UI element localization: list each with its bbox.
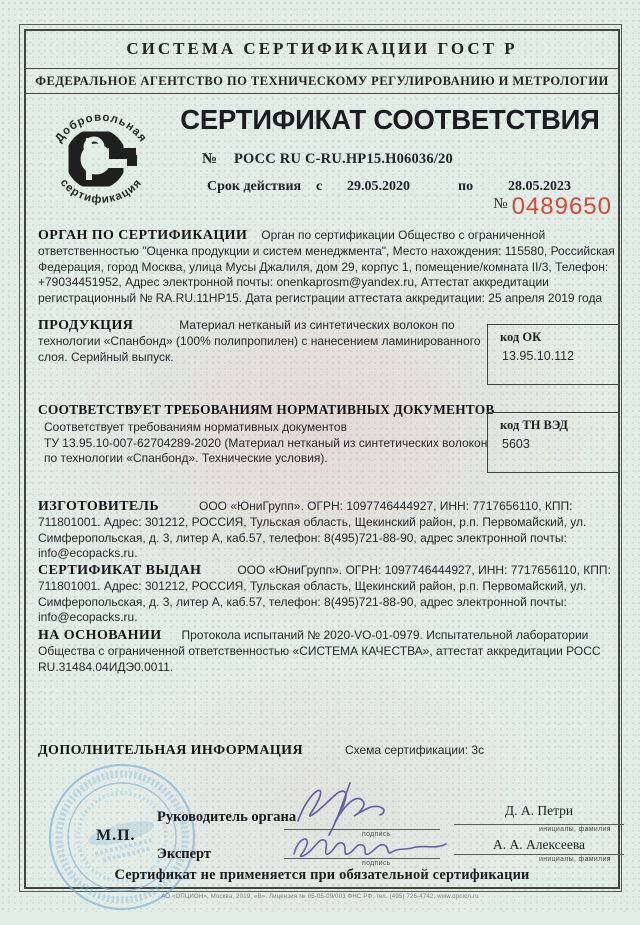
section-text: Протокола испытаний № 2020-VO-01-0979. Испытательной лаборатории Общества с ограниченной ответственностью «СИСТЕМА КАЧЕСТВА», аттестат аккредитации РОСС RU.31484.04ИДЭ0.0011. — [38, 628, 601, 674]
signer-role-head: Руководитель органа — [157, 809, 297, 825]
section-text: ООО «ЮниГрупп». ОГРН: 1097746444927, ИНН: 7717656110, КПП: 711801001. Адрес: 301212, РОССИЯ, Тульская область, Щекинский район, р.п. Первомайский, ул. Симферопольская, д. 3, литер А, каб.57, телефон: 8(495)721-88-90, адрес электронной почты: info@ecopacks.ru. — [38, 499, 587, 561]
serial-number-sign: № — [493, 196, 508, 212]
code-ok-box — [487, 324, 618, 385]
section-text: Материал нетканый из синтетических волокон по технологии «Спанбонд» (100% полипропилен) с нанесением ламинированного слоя. Серийный выпуск. — [38, 318, 481, 364]
logo-arc-top: Добровольная — [53, 111, 149, 145]
validity-label: Срок действия — [207, 179, 302, 194]
footer-note: Сертификат не применяется при обязательной сертификации — [114, 867, 530, 883]
stamp-place-label: М.П. — [96, 827, 136, 844]
agency-title: ФЕДЕРАЛЬНОЕ АГЕНТСТВО ПО ТЕХНИЧЕСКОМУ РЕГУЛИРОВАНИЮ И МЕТРОЛОГИИ — [26, 70, 618, 94]
certificate-title: СЕРТИФИКАТ СООТВЕТСТВИЯ — [180, 104, 600, 135]
certificate-frame — [24, 29, 620, 889]
validity-from-date: 29.05.2020 — [347, 179, 410, 194]
serial-number — [412, 194, 612, 222]
name-line — [454, 824, 624, 833]
rst-mark — [73, 136, 137, 182]
section-compliance-heading: СООТВЕТСТВУЕТ ТРЕБОВАНИЯМ НОРМАТИВНЫХ ДОКУМЕНТОВ — [38, 402, 495, 417]
number-sign: № — [202, 151, 218, 167]
section-text: ООО «ЮниГрупп». ОГРН: 1097746444927, ИНН: 7717656110, КПП: 711801001. Адрес: 301212, РОССИЯ, Тульская область, Щекинский район, р.п. Первомайский, ул. Симферопольская, д. 3, литер А, каб.57, телефон: 8(495)721-88-90, адрес электронной почты: info@ecopacks.ru. — [38, 563, 611, 625]
name-caption: инициалы, фамилия — [539, 826, 611, 833]
cert-number-value: РОСС RU C-RU.НР15.Н06036/20 — [234, 151, 453, 167]
signer-name-expert: А. А. Алексеева — [492, 837, 586, 852]
section-issued-to — [38, 563, 618, 626]
signature-expert-icon — [288, 830, 458, 864]
section-heading: ПРОДУКЦИЯ — [38, 318, 134, 333]
validity-to-word: по — [458, 179, 474, 194]
section-heading: ОРГАН ПО СЕРТИФИКАЦИИ — [38, 228, 248, 243]
section-text: Орган по сертификации Общество с ограниченной ответственностью "Оценка продукции и систем менеджмента", Место нахождения: 115580, Российская Федерация, город Москва, улица Мусы Джалиля, дом 29, корпус 1, помещение/комната II/3, Телефон: +79034451952, Адрес электронной почты: onenkaprosm@yandex.ru, Аттестат аккредитации регистрационный № RA.RU.11НР15. Дата регистрации аттестата аккредитации: 25 апреля 2019 года — [38, 228, 615, 305]
section-text: Схема сертификации: 3с — [344, 743, 485, 757]
section-heading: СЕРТИФИКАТ ВЫДАН — [38, 563, 202, 578]
code-ok-label: код ОК — [500, 330, 542, 344]
signature-caption: подпись — [362, 860, 391, 867]
code-tnved-box — [487, 412, 618, 473]
name-line — [454, 854, 624, 863]
section-product — [38, 318, 490, 365]
section-basis — [38, 628, 618, 675]
compliance-line: ТУ 13.95.10-007-62704289-2020 (Материал нетканый из синтетических волокон — [44, 435, 488, 450]
compliance-line: по технологии «Спанбонд». Технические условия). — [44, 451, 328, 466]
signer-name-head: Д. А. Петри — [504, 803, 574, 818]
signer-role-expert: Эксперт — [157, 846, 212, 862]
section-heading: НА ОСНОВАНИИ — [38, 628, 162, 643]
system-title: СИСТЕМА СЕРТИФИКАЦИИ ГОСТ Р — [26, 31, 618, 69]
code-tnved-value: 5603 — [502, 437, 530, 451]
section-heading: ИЗГОТОВИТЕЛЬ — [38, 499, 159, 514]
logo-arc-bottom: сертификация — [57, 176, 145, 207]
section-certification-body — [38, 228, 616, 306]
section-compliance-text — [44, 420, 494, 467]
validity-from-word: с — [316, 179, 323, 194]
signature-caption: подпись — [362, 831, 391, 838]
validity-to-date: 28.05.2023 — [508, 179, 571, 194]
serial-number-digits: 0489650 — [511, 193, 612, 220]
code-ok-value: 13.95.10.112 — [502, 349, 575, 363]
cert-number-row — [202, 151, 612, 171]
code-tnved-label: код ТН ВЭД — [500, 418, 568, 432]
compliance-line: Соответствует требованиям нормативных документов — [44, 420, 347, 434]
name-caption: инициалы, фамилия — [539, 856, 611, 863]
signature-head-icon — [284, 781, 449, 837]
printer-imprint: АО «ОПЦИОН», Москва, 2019, «В». Лицензия № 05-05-09/003 ФНС РФ, тел. (495) 726-4742, www.opcion.ru — [161, 894, 479, 900]
rst-logo-icon — [38, 99, 164, 221]
section-manufacturer — [38, 499, 618, 562]
section-heading: ДОПОЛНИТЕЛЬНАЯ ИНФОРМАЦИЯ — [38, 743, 303, 758]
